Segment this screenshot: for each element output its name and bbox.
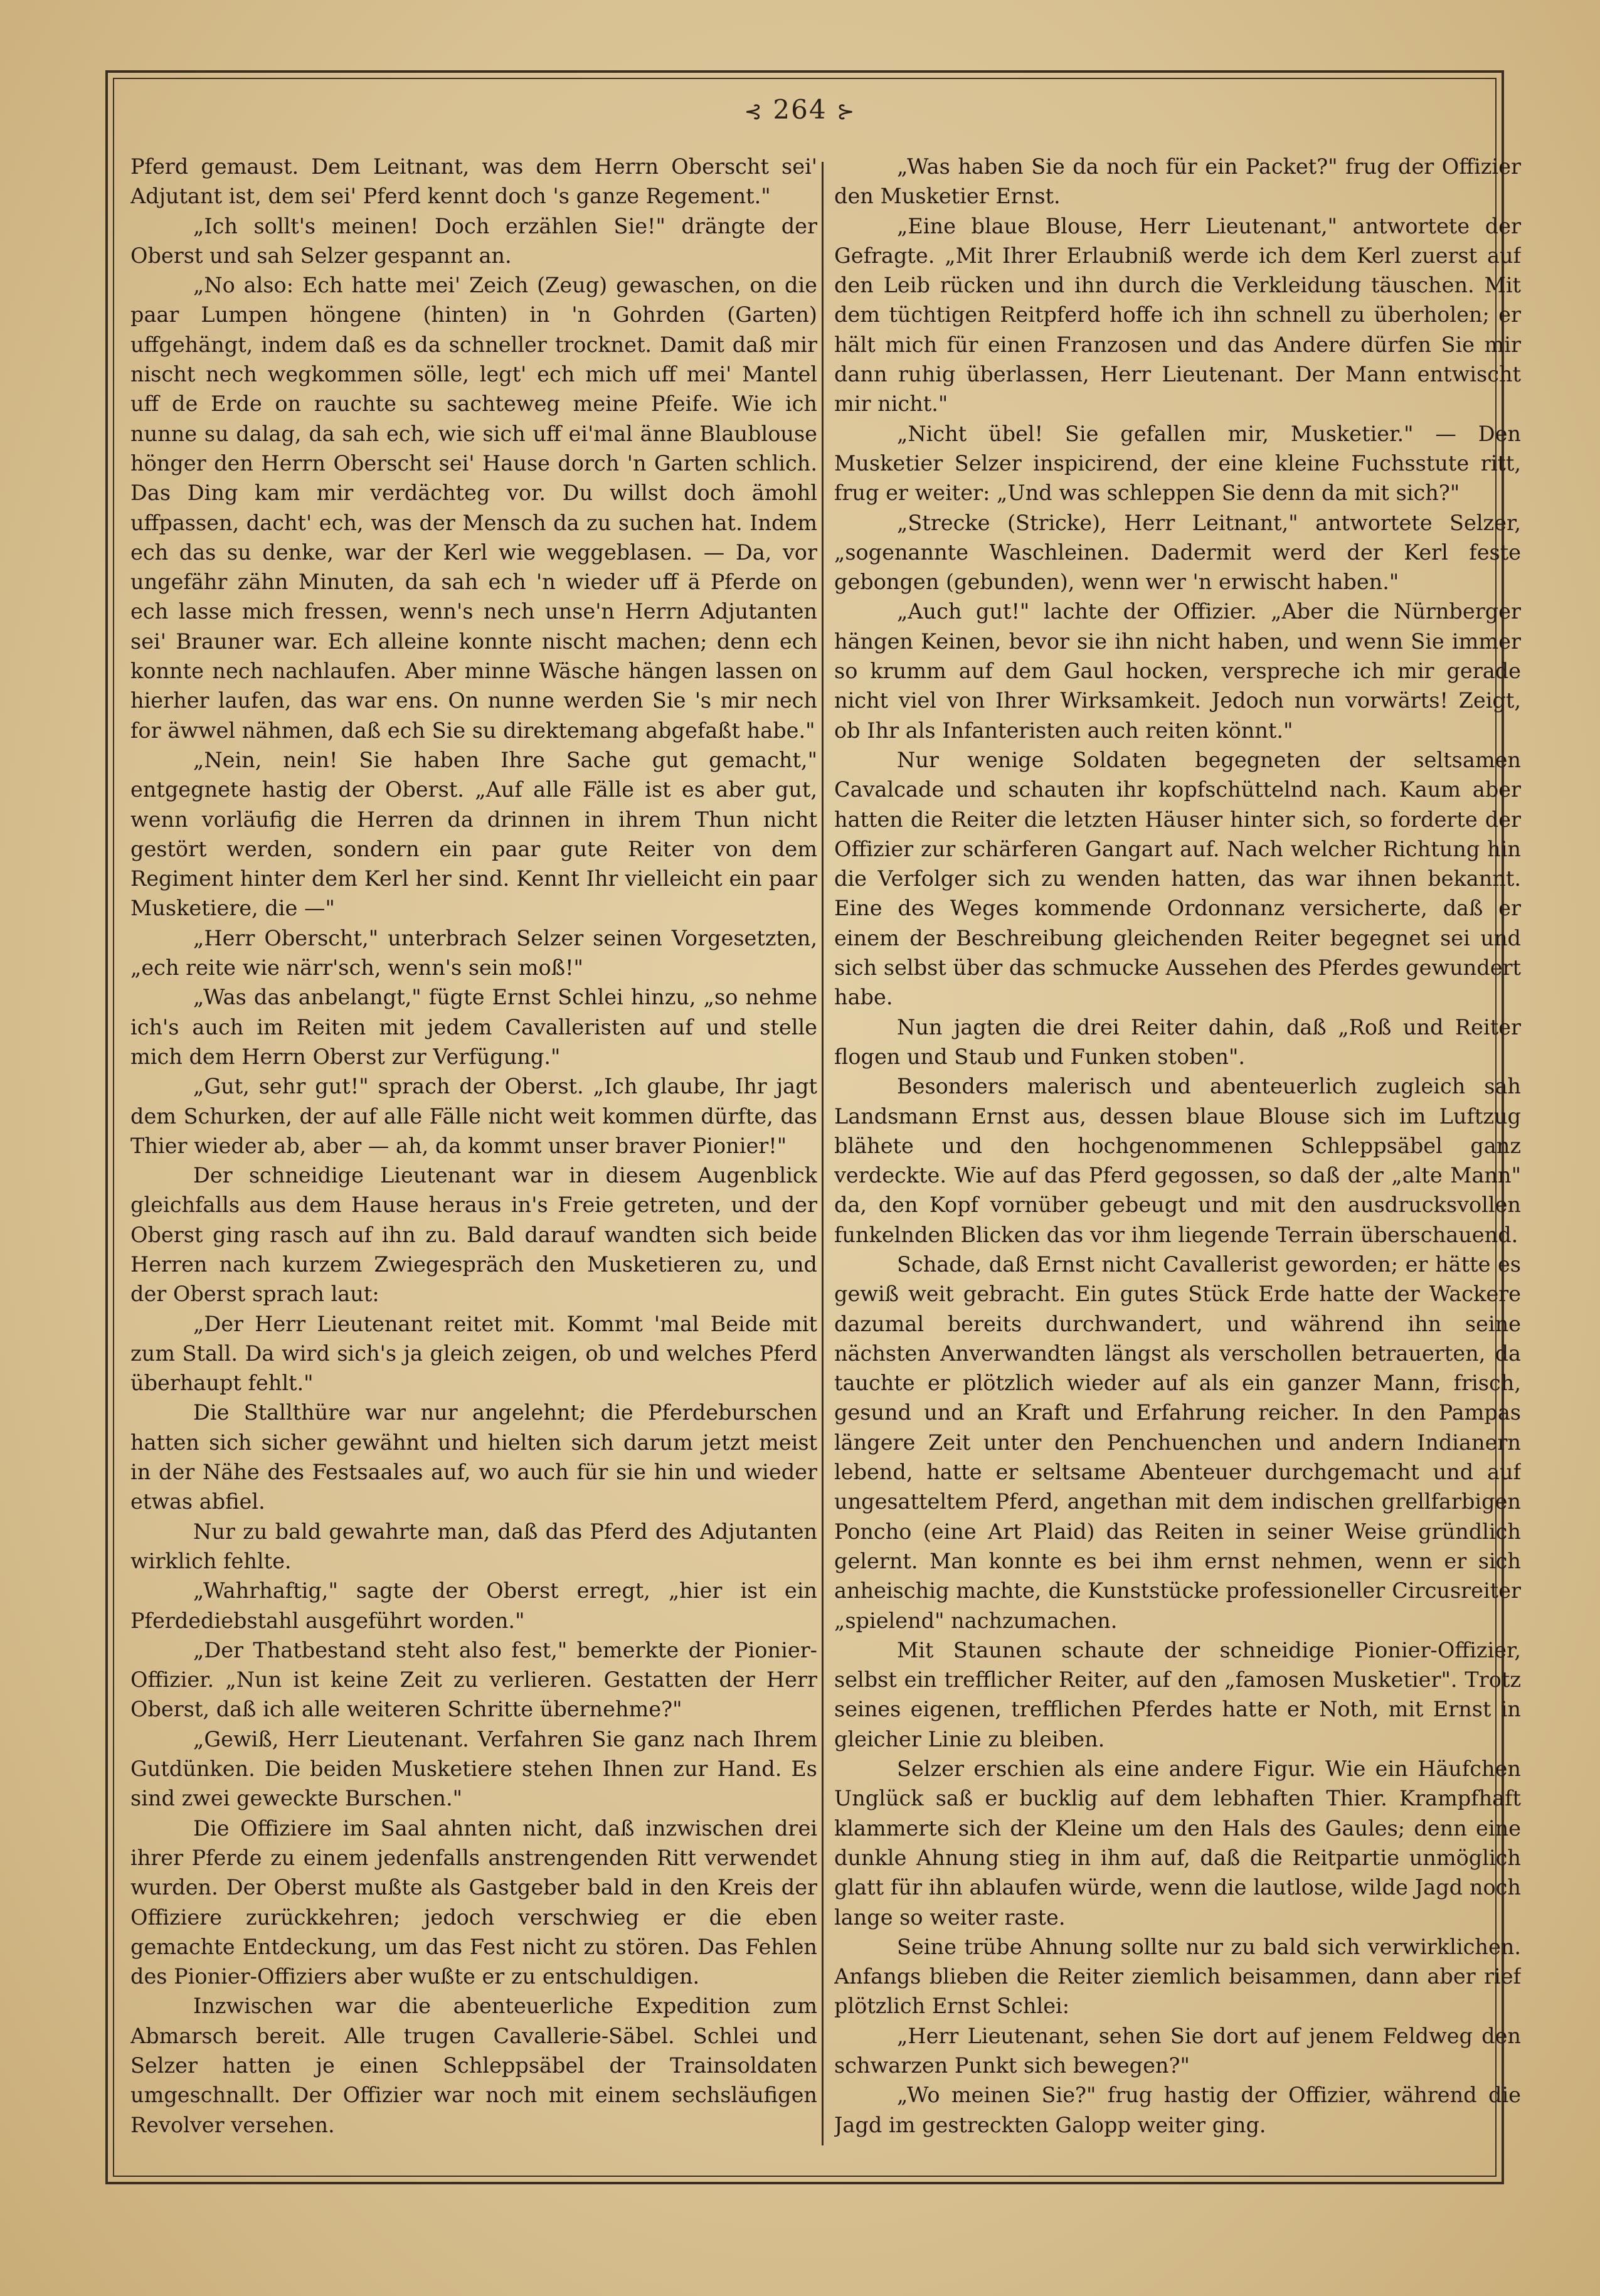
paragraph: Selzer erschien als eine andere Figur. Wie ein Häufchen Unglück saß er bucklig auf dem lebhaften Thier. Krampfhaft klammerte sich der Kleine um den Hals des Gaules; denn eine dunkle Ahnung stieg in ihm auf, daß die Reitpartie unmöglich glatt für ihn ablaufen würde, wenn die lautlose, wilde Jagd noch lange so weiter raste. <box>834 1757 1521 1930</box>
page-number: 264 <box>773 94 827 125</box>
column-divider <box>822 162 824 2145</box>
paragraph: „Wahrhaftig," sagte der Oberst erregt, „hier ist ein Pferdediebstahl ausgeführt worden." <box>130 1578 817 1633</box>
paragraph: Nur wenige Soldaten begegneten der seltsamen Cavalcade und schauten ihr kopfschüttelnd nach. Kaum aber hatten die Reiter die letzten Häuser hinter sich, so forderte der Offizier zur schärferen Gangart auf. Nach welcher Richtung hin die Verfolger sich zu wenden hatten, das war ihnen bekannt. Eine des Weges kommende Ordonnanz versicherte, daß er einem der Beschreibung gleichenden Reiter begegnet sei und sich selbst über das schmucke Aussehen des Pferdes gewundert habe. <box>834 747 1521 1010</box>
paragraph: „Auch gut!" lachte der Offizier. „Aber die Nürnberger hängen Keinen, bevor sie ihn nicht haben, und wenn Sie immer so krumm auf dem Gaul hocken, verspreche ich mir gerade nicht viel von Ihrer Wirksamkeit. Jedoch nun vorwärts! Zeigt, ob Ihr als Infanteristen auch reiten könnt." <box>834 599 1521 743</box>
paragraph: „Nicht übel! Sie gefallen mir, Musketier." — Den Musketier Selzer inspicirend, der eine kleine Fuchsstute ritt, frug er weiter: „Und was schleppen Sie denn da mit sich?" <box>834 421 1521 506</box>
paragraph: „Ich sollt's meinen! Doch erzählen Sie!" drängte der Oberst und sah Selzer gespannt an. <box>130 213 817 268</box>
paragraph: Nun jagten die drei Reiter dahin, daß „Roß und Reiter flogen und Staub und Funken stoben". <box>834 1014 1521 1069</box>
paragraph: Schade, daß Ernst nicht Cavallerist geworden; er hätte es gewiß weit gebracht. Ein gutes Stück Erde hatte der Wackere dazumal bereits durchwandert, und während ihn seine nächsten Anverwandten längst als verschollen betrauerten, da tauchte er plötzlich wieder auf als ein ganzer Mann, frisch, gesund und an Kraft und Erfahrung reicher. In den Pampas längere Zeit unter den Penchuenchen und andern Indianern lebend, hatte er seltsame Abenteuer durchgemacht und auf ungesatteltem Pferd, angethan mit dem indischen grellfarbigen Poncho (eine Art Plaid) das Reiten in seiner Weise gründlich gelernt. Man konnte es bei ihm ernst nehmen, wenn er sich anheischig machte, die Kunststücke professioneller Circusreiter „spielend" nachzumachen. <box>834 1252 1521 1633</box>
paragraph: „Gut, sehr gut!" sprach der Oberst. „Ich glaube, Ihr jagt dem Schurken, der auf alle Fälle nicht weit kommen dürfte, das Thier wieder ab, aber — ah, da kommt unser braver Pionier!" <box>130 1074 817 1158</box>
paragraph: „Nein, nein! Sie haben Ihre Sache gut gemacht," entgegnete hastig der Oberst. „Auf alle Fälle ist es aber gut, wenn vorläufig die Herren da drinnen in ihrem Thun nicht gestört werden, sondern ein paar gute Reiter von dem Regiment hinter dem Kerl her sind. Kennt Ihr vielleicht ein paar Musketiere, die —" <box>130 747 817 921</box>
paragraph: „Was das anbelangt," fügte Ernst Schlei hinzu, „so nehme ich's auch im Reiten mit jedem Cavalleristen auf und stelle mich dem Herrn Oberst zur Verfügung." <box>130 985 817 1069</box>
right-ornament-icon: ⊱ <box>836 99 856 124</box>
paragraph: „Herr Lieutenant, sehen Sie dort auf jenem Feldweg den schwarzen Punkt sich bewegen?" <box>834 2023 1521 2078</box>
paragraph: „Eine blaue Blouse, Herr Lieutenant," antwortete der Gefragte. „Mit Ihrer Erlaubniß werde ich dem Kerl zuerst auf den Leib rücken und ihn durch die Verkleidung täuschen. Mit dem tüchtigen Reitpferd hoffe ich ihn schnell zu überholen; er hält mich für einen Franzosen und das Andere dürfen Sie mir dann ruhig überlassen, Herr Lieutenant. Der Mann entwischt mir nicht." <box>834 213 1521 417</box>
paragraph: Inzwischen war die abenteuerliche Expedition zum Abmarsch bereit. Alle trugen Cavallerie-Säbel. Schlei und Selzer hatten je einen Schleppsäbel der Trainsoldaten umgeschnallt. Der Offizier war noch mit einem sechsläufigen Revolver versehen. <box>130 1994 817 2137</box>
paragraph: Die Stallthüre war nur angelehnt; die Pferdeburschen hatten sich sicher gewähnt und hielten sich darum jetzt meist in der Nähe des Festsaales auf, wo auch für sie hin und wieder etwas abfiel. <box>130 1400 817 1514</box>
paragraph: Der schneidige Lieutenant war in diesem Augenblick gleichfalls aus dem Hause heraus in's Freie getreten, und der Oberst ging rasch auf ihn zu. Bald darauf wandten sich beide Herren nach kurzem Zwiegespräch den Musketieren zu, und der Oberst sprach laut: <box>130 1163 817 1307</box>
page-number-header <box>0 94 1600 125</box>
right-column <box>834 152 1521 2147</box>
paragraph: „Herr Oberscht," unterbrach Selzer seinen Vorgesetzten, „ech reite wie närr'sch, wenn's sein moß!" <box>130 925 817 981</box>
paragraph: „No also: Ech hatte mei' Zeich (Zeug) gewaschen, on die paar Lumpen höngene (hinten) in 'n Gohrden (Garten) uffgehängt, indem daß es da schneller trocknet. Damit daß mir nischt nech wegkommen sölle, legt' ech mich uff mei' Mantel uff de Erde on rauchte su sachteweg meine Pfeife. Wie ich nunne su dalag, da sah ech, wie sich uff ei'mal änne Blaublouse hönger den Herrn Oberscht sei' Hause dorch 'n Garten schlich. Das Ding kam mir verdächteg vor. Du willst doch ämohl uffpassen, dacht' ech, was der Mensch da zu suchen hat. Indem ech das su denke, war der Kerl wie weggeblasen. — Da, vor ungefähr zähn Minuten, da sah ech 'n wieder uff ä Pferde on ech lasse mich fressen, wenn's nech unse'n Herrn Adjutanten sei' Brauner war. Ech alleine konnte nischt machen; denn ech konnte nech nachlaufen. Aber minne Wäsche hängen lassen on hierher laufen, das war ens. On nunne werden Sie 's mir nech for äwwel nähmen, daß ech Sie su direktemang abgefaßt habe." <box>130 273 817 743</box>
paragraph: Nur zu bald gewahrte man, daß das Pferd des Adjutanten wirklich fehlte. <box>130 1519 817 1573</box>
paragraph: „Wo meinen Sie?" frug hastig der Offizier, während die Jagd im gestreckten Galopp weiter ging. <box>834 2083 1521 2137</box>
paragraph: „Der Herr Lieutenant reitet mit. Kommt 'mal Beide mit zum Stall. Da wird sich's ja gleich zeigen, ob und welches Pferd überhaupt fehlt." <box>130 1311 817 1396</box>
paragraph: Besonders malerisch und abenteuerlich zugleich sah Landsmann Ernst aus, dessen blaue Blouse sich im Luftzug blähete und den hochgenommenen Schleppsäbel ganz verdeckte. Wie auf das Pferd gegossen, so daß der „alte Mann" da, den Kopf vornüber gebeugt und mit den ausdrucksvollen funkelnden Blicken das vor ihm liegende Terrain überschauend. <box>834 1074 1521 1247</box>
paragraph: Pferd gemaust. Dem Leitnant, was dem Herrn Oberscht sei' Adjutant ist, dem sei' Pferd kennt doch 's ganze Regement." <box>130 154 817 209</box>
paragraph: Mit Staunen schaute der schneidige Pionier-Offizier, selbst ein trefflicher Reiter, auf den „famosen Musketier". Trotz seines eigenen, trefflichen Pferdes hatte er Noth, mit Ernst in gleicher Linie zu bleiben. <box>834 1637 1521 1751</box>
paragraph: „Was haben Sie da noch für ein Packet?" frug der Offizier den Musketier Ernst. <box>834 154 1521 209</box>
paragraph: Die Offiziere im Saal ahnten nicht, daß inzwischen drei ihrer Pferde zu einem jedenfalls anstrengenden Ritt verwendet wurden. Der Oberst mußte als Gastgeber bald in den Kreis der Offiziere zurückkehren; jedoch verschwieg er die eben gemachte Entdeckung, um das Fest nicht zu stören. Das Fehlen des Pionier-Offiziers aber wußte er zu entschuldigen. <box>130 1815 817 1989</box>
paragraph: „Strecke (Stricke), Herr Leitnant," antwortete Selzer, „sogenannte Waschleinen. Dadermit werd der Kerl feste gebongen (gebunden), wenn wer 'n erwischt haben." <box>834 510 1521 595</box>
paragraph: Seine trübe Ahnung sollte nur zu bald sich verwirklichen. Anfangs blieben die Reiter ziemlich beisammen, dann aber rief plötzlich Ernst Schlei: <box>834 1934 1521 2019</box>
left-ornament-icon: ⊰ <box>744 99 764 124</box>
left-column <box>130 152 817 2147</box>
paragraph: „Der Thatbestand steht also fest," bemerkte der Pionier-Offizier. „Nun ist keine Zeit zu verlieren. Gestatten der Herr Oberst, daß ich alle weiteren Schritte übernehme?" <box>130 1637 817 1722</box>
paragraph: „Gewiß, Herr Lieutenant. Verfahren Sie ganz nach Ihrem Gutdünken. Die beiden Musketiere stehen Ihnen zur Hand. Es sind zwei geweckte Burschen." <box>130 1726 817 1811</box>
